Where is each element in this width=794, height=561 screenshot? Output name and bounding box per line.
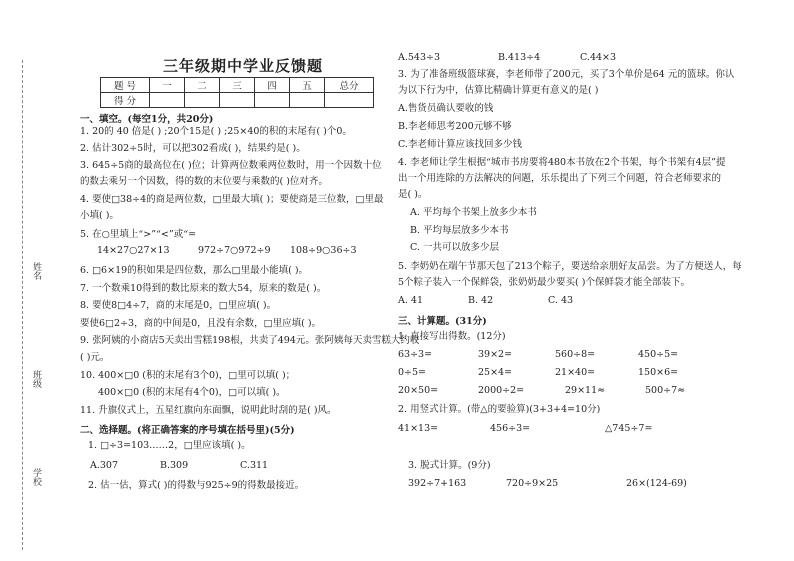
score-cell: 一 bbox=[150, 78, 185, 93]
section-3-heading: 三、计算题。(31分) bbox=[398, 316, 487, 327]
choice-option: A.售货员确认要收的钱 bbox=[398, 103, 494, 114]
section-1-heading: 一、填空。(每空1分，共20分) bbox=[80, 114, 214, 125]
score-cell: 题 号 bbox=[101, 78, 150, 93]
score-table-score-row bbox=[101, 93, 374, 108]
choice-question-2: 2. 估一估，算式( )的得数与925÷9的得数最接近。 bbox=[88, 480, 305, 491]
choice-option: C.44×3 bbox=[580, 52, 617, 63]
question-5-item: 108÷9○36÷3 bbox=[290, 245, 357, 256]
choice-option: A.543÷3 bbox=[398, 52, 441, 63]
score-input-cell[interactable] bbox=[290, 93, 325, 108]
choice-option: C.李老师计算应该找回多少钱 bbox=[398, 139, 522, 150]
score-cell: 二 bbox=[185, 78, 220, 93]
score-table-header-row bbox=[101, 78, 374, 93]
question-8: 8. 要使8□4÷7，商的末尾是0，□里应填( )。 bbox=[80, 300, 277, 311]
calc-item: △745÷7= bbox=[605, 423, 653, 434]
choice-question-4-line-1: 4. 李老师让学生根据“城市书房要将480本书放在2个书架，每个书架有4层”提 bbox=[398, 157, 726, 168]
choice-option: C. 43 bbox=[548, 295, 574, 306]
question-8-part-2: 要使6□2÷3，商的中间是0，且没有余数，□里应填( )。 bbox=[80, 318, 322, 329]
question-2: 2. 估计302÷5时，可以把302看成( )，结果约是( )。 bbox=[80, 143, 306, 154]
choice-option: C.311 bbox=[240, 460, 269, 471]
choice-question-1: 1. □÷3=103……2，□里应该填( )。 bbox=[88, 440, 251, 451]
choice-question-3-line-2: 为以下行为中，估算比精确计算更有意义的是( ) bbox=[398, 85, 599, 96]
calc-item: 21×40= bbox=[555, 367, 596, 378]
score-cell: 三 bbox=[220, 78, 255, 93]
page-title: 三年级期中学业反馈题 bbox=[163, 57, 324, 75]
question-5-item: 14×27○27×13 bbox=[97, 245, 170, 256]
score-input-cell[interactable] bbox=[325, 93, 374, 108]
score-input-cell[interactable] bbox=[255, 93, 290, 108]
choice-question-3-line-1: 3. 为了准备班级篮球赛，李老师带了200元，买了3个单价是64 元的篮球。你认 bbox=[398, 69, 735, 80]
calc-item: 2000÷2= bbox=[478, 385, 525, 396]
score-cell: 总分 bbox=[325, 78, 374, 93]
question-9-line-1: 9. 张阿姨的小商店5天卖出雪糕198根，共卖了494元。张阿姨每天卖雪糕大约收 bbox=[80, 335, 420, 346]
score-cell: 四 bbox=[255, 78, 290, 93]
score-cell: 得 分 bbox=[101, 93, 150, 108]
calc-1-heading: 1. 直接写出得数。(12分) bbox=[398, 331, 506, 342]
calc-item: 29×11≈ bbox=[565, 385, 606, 396]
question-4-line-1: 4. 要使□38÷4的商是两位数，□里最大填( )；要使商是三位数，□里最 bbox=[80, 194, 384, 205]
choice-option: A. 平均每个书架上放多少本书 bbox=[410, 207, 537, 218]
binding-line bbox=[22, 60, 23, 550]
choice-option: A.307 bbox=[90, 460, 119, 471]
calc-item: 0÷5= bbox=[398, 367, 427, 378]
choice-option: C. 一共可以放多少层 bbox=[410, 242, 499, 253]
choice-question-4-line-2: 出一个用连除的方法解决的问题，乐乐提出了下列三个问题，符合老师要求的 bbox=[398, 173, 722, 184]
choice-question-5-line-1: 5. 李奶奶在端午节那天包了213个粽子，要送给亲朋好友品尝。为了方便送人，每 bbox=[398, 261, 742, 272]
choice-option: B.309 bbox=[160, 460, 189, 471]
calc-item: 150×6= bbox=[638, 367, 679, 378]
calc-item: 26×(124-69) bbox=[626, 478, 687, 489]
question-9-line-2: ( )元。 bbox=[80, 352, 110, 363]
calc-item: 720÷9×25 bbox=[506, 478, 559, 489]
choice-question-5-line-2: 5个粽子装入一个保鲜袋，张奶奶最少要买( )个保鲜袋才能全部装下。 bbox=[398, 277, 690, 288]
class-label: 班级 bbox=[31, 370, 41, 388]
name-label: 姓名 bbox=[31, 262, 41, 280]
calc-item: 20×50= bbox=[398, 385, 439, 396]
score-input-cell[interactable] bbox=[150, 93, 185, 108]
calc-3-heading: 3. 脱式计算。(9分) bbox=[408, 460, 491, 471]
calc-item: 63÷3= bbox=[398, 349, 433, 360]
calc-item: 41×13= bbox=[398, 423, 439, 434]
school-label: 学校 bbox=[31, 468, 41, 486]
choice-option: B.李老师思考200元够不够 bbox=[398, 121, 512, 132]
calc-item: 500÷7≈ bbox=[645, 385, 686, 396]
question-5-item: 972÷7○972÷9 bbox=[198, 245, 271, 256]
question-7: 7. 一个数乘10得到的数比原来的数大54，原来的数是( )。 bbox=[80, 283, 327, 294]
calc-item: 560÷8= bbox=[555, 349, 596, 360]
question-1: 1. 20的 40 倍是( ) ;20个15是( ) ;25×40的积的末尾有( )个0。 bbox=[80, 126, 352, 137]
question-5: 5. 在○里填上“>”“<”或“= bbox=[80, 229, 197, 240]
question-3-line-2: 的数去乘另一个因数，得的数的末位要与乘数的( )位对齐。 bbox=[80, 176, 328, 187]
calc-item: 25×4= bbox=[478, 367, 513, 378]
score-cell: 五 bbox=[290, 78, 325, 93]
calc-item: 39×2= bbox=[478, 349, 513, 360]
choice-option: B. 平均每层放多少本书 bbox=[410, 225, 509, 236]
score-input-cell[interactable] bbox=[220, 93, 255, 108]
score-input-cell[interactable] bbox=[185, 93, 220, 108]
question-4-line-2: 小填( )。 bbox=[80, 210, 119, 221]
score-table bbox=[100, 77, 374, 108]
question-6: 6. □6×19的积如果是四位数，那么□里最小能填( )。 bbox=[80, 265, 309, 276]
choice-option: A. 41 bbox=[398, 295, 423, 306]
calc-item: 456÷3= bbox=[490, 423, 531, 434]
calc-item: 450÷5= bbox=[638, 349, 679, 360]
question-3-line-1: 3. 645÷5商的最高位在( )位；计算两位数乘两位数时，用一个因数十位 bbox=[80, 160, 382, 171]
section-2-heading: 二、选择题。(将正确答案的序号填在括号里)(5分) bbox=[80, 425, 295, 436]
question-10-line-1: 10. 400×□0 (积的末尾有3个0)，□里可以填( )； bbox=[80, 370, 296, 381]
choice-question-4-line-3: 是( )。 bbox=[398, 189, 428, 200]
choice-option: B. 42 bbox=[468, 295, 494, 306]
calc-item: 392÷7+163 bbox=[408, 478, 467, 489]
question-11: 11. 升旗仪式上，五星红旗向东面飘，说明此时刮的是( )风。 bbox=[80, 405, 337, 416]
question-10-line-2: 400×□0 (积的末尾有4个0)，□可以填( )。 bbox=[98, 387, 286, 398]
choice-option: B.413÷4 bbox=[498, 52, 541, 63]
calc-2-heading: 2. 用竖式计算。(带△的要验算)(3+3+4=10分) bbox=[398, 404, 601, 415]
